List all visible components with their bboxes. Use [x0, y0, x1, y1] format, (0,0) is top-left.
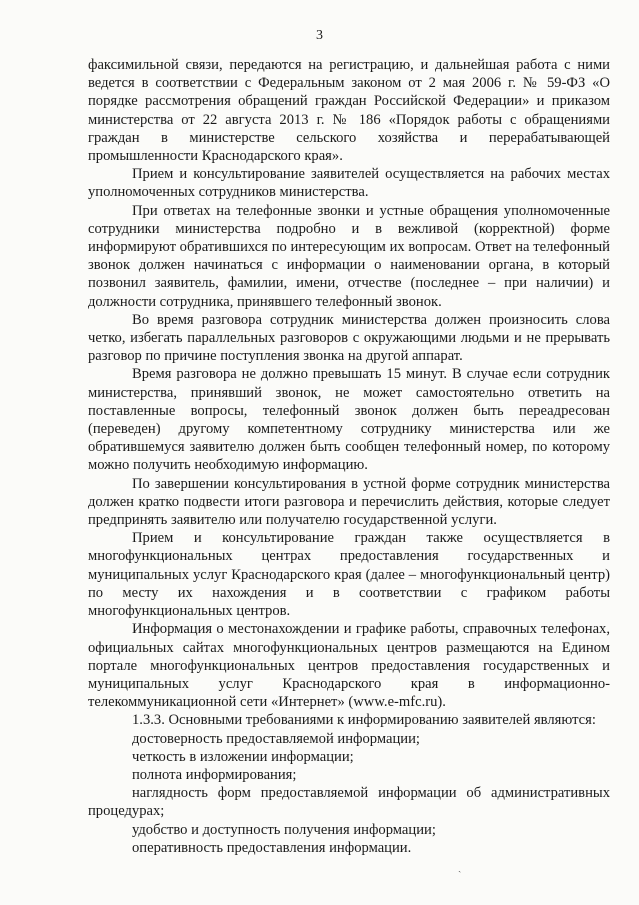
paragraph-consultation-end: По завершении консультирования в устной форме сотрудник министерства должен кратко подвести итоги разговора и перечислить действия, которые следует предпринять заявителю или получателю государственной услуги.	[88, 475, 610, 529]
requirement-item: удобство и доступность получения информации;	[132, 821, 436, 838]
document-body	[88, 56, 610, 857]
paragraph-mfc-information: Информация о местонахождении и графике работы, справочных телефонах, официальных сайтах многофункциональных центров размещаются на Едином портале многофункциональных центров предоставления государственных и муниципальных услуг Краснодарского края в информационно-телекоммуникационной сети «Интернет» (www.e-mfc.ru).	[88, 621, 610, 711]
requirement-item: четкость в изложении информации;	[132, 748, 354, 765]
requirement-item: полнота информирования;	[132, 766, 297, 783]
requirement-item: наглядность форм предоставляемой информации об административных процедурах;	[88, 785, 610, 820]
paragraph-registration: факсимильной связи, передаются на регистрацию, и дальнейшая работа с ними ведется в соответствии с Федеральным законом от 2 мая 2006 г. № 59-ФЗ «О порядке рассмотрения обращений граждан Российской Федерации» и приказом министерства от 22 августа 2013 г. № 186 «Порядок работы с обращениями граждан в министерстве сельского хозяйства и перерабатывающей промышленности Краснодарского края».	[88, 57, 610, 165]
paragraph-conversation: Во время разговора сотрудник министерства должен произносить слова четко, избегать параллельных разговоров с окружающими людьми и не прерывать разговор по причине поступления звонка на другой аппарат.	[88, 311, 610, 365]
paragraph-requirements-heading: 1.3.3. Основными требованиями к информированию заявителей являются:	[132, 712, 596, 729]
scan-speck: ˎ	[458, 862, 462, 873]
paragraph-reception: Прием и консультирование заявителей осуществляется на рабочих местах уполномоченных сотрудников министерства.	[88, 166, 610, 201]
paragraph-mfc-reception: Прием и консультирование граждан также осуществляется в многофункциональных центрах предоставления государственных и муниципальных услуг Краснодарского края (далее – многофункциональный центр) по месту их нахождения и в соответствии с графиком работы многофункциональных центров.	[88, 530, 610, 620]
paragraph-phone-answers: При ответах на телефонные звонки и устные обращения уполномоченные сотрудники министерства подробно и в вежливой (корректной) форме информируют обратившихся по интересующим их вопросам. Ответ на телефонный звонок должен начинаться с информации о наименовании органа, в который позвонил заявитель, фамилии, имени, отчестве (последнее – при наличии) и должности сотрудника, принявшего телефонный звонок.	[88, 202, 610, 310]
paragraph-call-duration: Время разговора не должно превышать 15 минут. В случае если сотрудник министерства, принявший звонок, не может самостоятельно ответить на поставленные вопросы, телефонный звонок должен быть переадресован (переведен) другому компетентному сотруднику министерства или же обратившемуся заявителю должен быть сообщен телефонный номер, по которому можно получить необходимую информацию.	[88, 366, 610, 474]
requirement-item: достоверность предоставляемой информации;	[132, 730, 420, 747]
requirement-item: оперативность предоставления информации.	[132, 839, 412, 856]
page-number: 3	[316, 28, 323, 43]
